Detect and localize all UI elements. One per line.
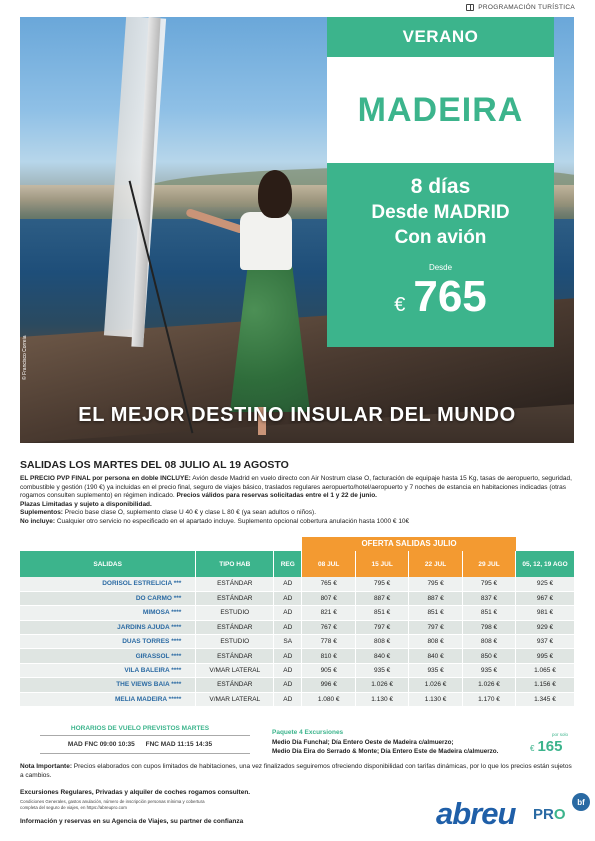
table-header: 22 JUL — [409, 551, 463, 577]
note-text: Precios elaborados con cupos limitados de habitaciones, una vez finalizados seguiremos ofreciendo disponibilidad con tarifas dinámicas, por lo que los precios están sujetos a cambios. — [20, 763, 572, 779]
excursion-line: Medio Día Eira do Serrado & Monte; Día Entero Este de Madeira c/almuerzo. — [272, 748, 499, 755]
price-cell: 808 € — [463, 635, 516, 649]
price-cell: 981 € — [515, 606, 574, 620]
price-cell: 778 € — [302, 635, 356, 649]
table-header: 08 JUL — [302, 551, 356, 577]
general-conditions: Condiciones Generales, gastos anulación, número de inscripción personas mínima y cobertura completa del seguro de viajes, en https://abreupro.com — [20, 799, 205, 810]
departure-label: Desde MADRID — [371, 202, 510, 223]
hotel-name: THE VIEWS BAIA **** — [20, 678, 196, 692]
table-header: REG — [274, 551, 302, 577]
conditions-text — [20, 475, 575, 527]
price-cell: 821 € — [302, 606, 356, 620]
package-price — [530, 738, 562, 755]
room-type: ESTUDIO — [196, 606, 274, 620]
destination-banner — [327, 57, 554, 163]
price-cell: 995 € — [515, 649, 574, 663]
hotel-name: MELIA MADEIRA ***** — [20, 692, 196, 706]
hotel-name: JARDINS AJUDA **** — [20, 620, 196, 634]
flight-outbound: MAD FNC 09:00 10:35 — [67, 741, 135, 748]
price-cell: 840 € — [409, 649, 463, 663]
duration-label: 8 días — [410, 175, 471, 198]
price-cell: 929 € — [515, 620, 574, 634]
price-cell: 1.170 € — [463, 692, 516, 706]
from-label: Desde — [428, 263, 453, 272]
table-row — [20, 678, 575, 692]
package-from-label: por solo — [552, 732, 569, 737]
room-type: ESTUDIO — [196, 635, 274, 649]
price-cell: 851 € — [356, 606, 409, 620]
price-cell: 807 € — [302, 591, 356, 605]
header-label: PROGRAMACIÓN TURÍSTICA — [478, 4, 575, 11]
price-cell: 1.065 € — [515, 663, 574, 677]
supplements-label: Suplementos: — [20, 509, 63, 517]
excursion-line: Medio Día Funchal; Día Entero Oeste de Madeira c/almuerzo; — [272, 739, 454, 746]
salidas-title: SALIDAS LOS MARTES DEL 08 JULIO AL 19 AGOSTO — [20, 459, 289, 471]
hotel-name: GIRASSOL **** — [20, 649, 196, 663]
price-cell: 935 € — [356, 663, 409, 677]
room-type: ESTÁNDAR — [196, 577, 274, 591]
room-type: V/MAR LATERAL — [196, 663, 274, 677]
price-cell: 937 € — [515, 635, 574, 649]
table-header: TIPO HAB — [196, 551, 274, 577]
price-cell: 837 € — [463, 591, 516, 605]
board-type: AD — [274, 692, 302, 706]
hotel-name: DO CARMO *** — [20, 591, 196, 605]
price-cell: 1.080 € — [302, 692, 356, 706]
hotel-name: DUAS TORRES **** — [20, 635, 196, 649]
bf-logo: bf — [572, 793, 590, 811]
agency-info: Información y reservas en su Agencia de Viajes, su partner de confianza — [20, 818, 244, 825]
photo-credit: © Francisco Correia — [22, 335, 28, 380]
offer-price — [327, 272, 554, 322]
divider — [40, 735, 250, 736]
price-includes-text: Avión desde Madrid en vuelo directo con Air Nostrum clase O, facturación de equipaje hasta 15 Kg, tasas de aeropuerto, seguridad, combustible y gestión (190 €) ya incluidas en el precio final, seguro de viajes básico, traslados regulares aeropuerto/hotel/aeropuerto y 7 noches de estancia en habitaciones indicadas (otras rogamos consulten suplemento) en régimen indicado. — [20, 475, 572, 500]
hotel-name: DORISOL ESTRELICIA *** — [20, 577, 196, 591]
table-row — [20, 663, 575, 677]
valid-text: Precios válidos para reservas solicitadas entre el 1 y 22 de junio. — [176, 492, 377, 500]
price-cell: 1.026 € — [409, 678, 463, 692]
table-header: 29 JUL — [463, 551, 516, 577]
board-type: AD — [274, 649, 302, 663]
hotel-name: MIMOSA **** — [20, 606, 196, 620]
limited-text: Plazas Limitadas y sujeto a disponibilidad. — [20, 500, 152, 508]
board-type: AD — [274, 620, 302, 634]
price-cell: 808 € — [356, 635, 409, 649]
table-row — [20, 649, 575, 663]
offer-panel — [327, 163, 554, 347]
pro-logo-o: O — [553, 806, 566, 823]
offer-july-label: OFERTA SALIDAS JULIO — [302, 537, 516, 551]
price-includes — [20, 475, 575, 501]
abreu-logo: abreu — [436, 796, 516, 831]
hero-tagline: EL MEJOR DESTINO INSULAR DEL MUNDO — [78, 404, 516, 426]
not-included-text: Cualquier otro servicio no especificado en el apartado incluye. Suplemento opcional cobertura anulación hasta 1000 € 10€ — [55, 517, 410, 525]
excursion-package — [272, 738, 498, 756]
table-row — [20, 620, 575, 634]
price-cell: 795 € — [356, 577, 409, 591]
price-table — [20, 551, 575, 707]
price-cell: 967 € — [515, 591, 574, 605]
price-cell: 905 € — [302, 663, 356, 677]
table-row — [20, 606, 575, 620]
price-cell: 1.345 € — [515, 692, 574, 706]
price-cell: 935 € — [409, 663, 463, 677]
price-cell: 795 € — [409, 577, 463, 591]
not-included-label: No incluye: — [20, 517, 56, 525]
price-cell: 810 € — [302, 649, 356, 663]
divider — [40, 753, 250, 754]
board-type: AD — [274, 663, 302, 677]
season-banner — [327, 17, 554, 57]
package-currency: € — [530, 744, 535, 753]
board-type: AD — [274, 678, 302, 692]
note-label: Nota Importante: — [20, 763, 72, 770]
board-type: SA — [274, 635, 302, 649]
price-cell: 925 € — [515, 577, 574, 591]
excursions-note: Excursiones Regulares, Privadas y alquiler de coches rogamos consulten. — [20, 789, 251, 796]
room-type: ESTÁNDAR — [196, 649, 274, 663]
destination-label: MADEIRA — [357, 90, 524, 129]
table-header: 05, 12, 19 AGO — [515, 551, 574, 577]
price-cell: 797 € — [409, 620, 463, 634]
price-cell: 767 € — [302, 620, 356, 634]
price-cell: 797 € — [356, 620, 409, 634]
package-price-value: 165 — [537, 738, 563, 755]
table-row — [20, 692, 575, 706]
table-header: SALIDAS — [20, 551, 196, 577]
board-type: AD — [274, 591, 302, 605]
flight-return: FNC MAD 11:15 14:35 — [145, 741, 213, 748]
price-cell: 851 € — [463, 606, 516, 620]
price-cell: 1.156 € — [515, 678, 574, 692]
important-note — [20, 763, 575, 780]
flight-times — [20, 741, 260, 748]
price-cell: 851 € — [409, 606, 463, 620]
offer-price-value: 765 — [413, 272, 487, 321]
price-cell: 850 € — [463, 649, 516, 663]
hero-woman-top — [240, 212, 292, 270]
excursion-package-title: Paquete 4 Excursiones — [272, 729, 344, 736]
table-row — [20, 577, 575, 591]
pro-logo-pr: PR — [533, 806, 554, 823]
room-type: ESTÁNDAR — [196, 678, 274, 692]
price-cell: 765 € — [302, 577, 356, 591]
season-label: VERANO — [402, 27, 479, 46]
supplements-text: Precio base clase O, suplemento clase U 40 € y clase L 80 € (ya sean adultos o niños). — [62, 509, 317, 517]
price-cell: 1.130 € — [409, 692, 463, 706]
flight-times-title: HORARIOS DE VUELO PREVISTOS MARTES — [70, 725, 210, 732]
board-type: AD — [274, 606, 302, 620]
price-cell: 808 € — [409, 635, 463, 649]
room-type: V/MAR LATERAL — [196, 692, 274, 706]
price-cell: 840 € — [356, 649, 409, 663]
price-cell: 1.026 € — [463, 678, 516, 692]
price-cell: 1.026 € — [356, 678, 409, 692]
room-type: ESTÁNDAR — [196, 620, 274, 634]
table-header-row — [20, 551, 575, 577]
book-icon — [466, 4, 474, 11]
offer-currency: € — [394, 294, 406, 316]
hero-woman-skirt — [230, 267, 310, 412]
room-type: ESTÁNDAR — [196, 591, 274, 605]
board-type: AD — [274, 577, 302, 591]
transport-label: Con avión — [394, 227, 487, 248]
hotel-name: VILA BALEIRA **** — [20, 663, 196, 677]
price-cell: 935 € — [463, 663, 516, 677]
hero-woman-hair — [258, 170, 292, 218]
price-cell: 795 € — [463, 577, 516, 591]
price-cell: 887 € — [356, 591, 409, 605]
pro-logo — [533, 806, 566, 823]
table-header: 15 JUL — [356, 551, 409, 577]
price-cell: 1.130 € — [356, 692, 409, 706]
price-includes-label: EL PRECIO PVP FINAL por persona en doble INCLUYE: — [20, 475, 191, 482]
price-cell: 798 € — [463, 620, 516, 634]
table-row — [20, 635, 575, 649]
table-row — [20, 591, 575, 605]
price-cell: 887 € — [409, 591, 463, 605]
price-cell: 996 € — [302, 678, 356, 692]
header-label-row — [466, 4, 575, 11]
